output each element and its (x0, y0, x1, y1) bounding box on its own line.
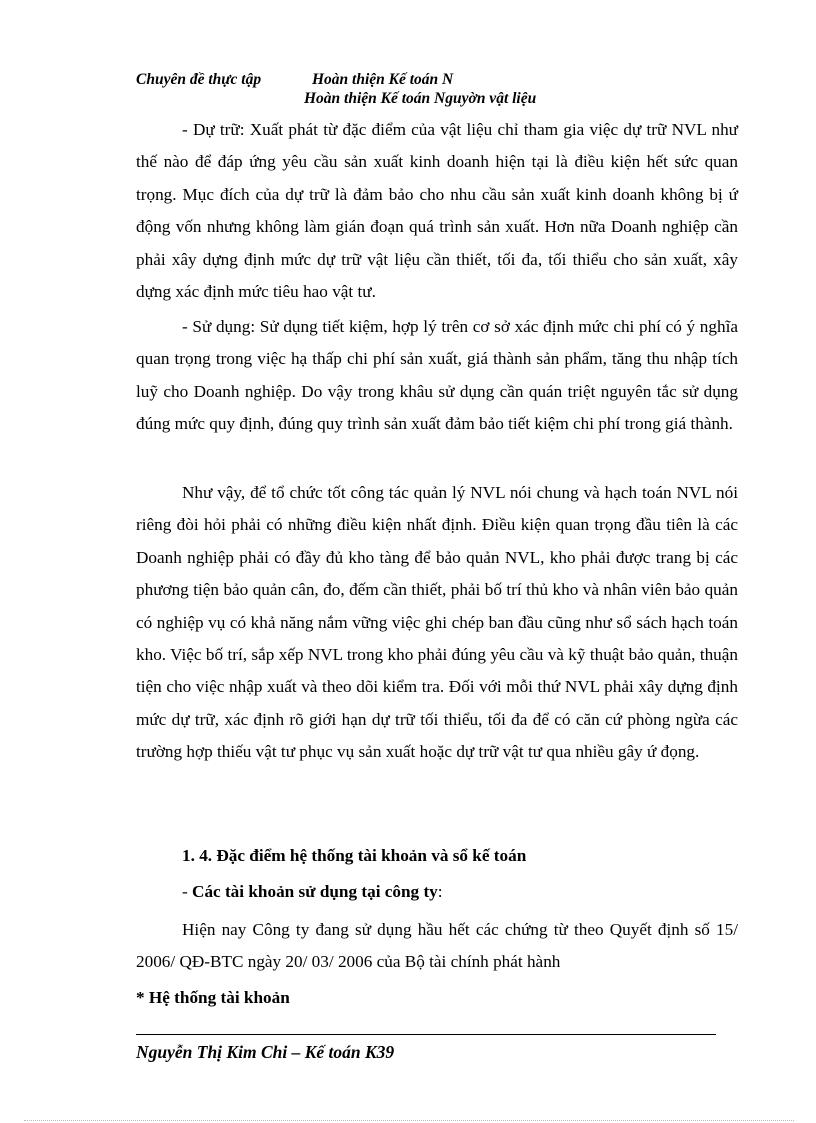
header-left: Chuyên đề thực tập (136, 71, 262, 88)
paragraph-reserve: - Dự trữ: Xuất phát từ đặc điểm của vật liệu chỉ tham gia việc dự trữ NVL như thế nào để đáp ứng yêu cầu sản xuất kinh doanh hiện tại là điều kiện hết sức quan trọng. Mục đích của dự trữ là đảm bảo cho nhu cầu sản xuất kinh doanh không bị ứ động vốn nhưng không làm gián đoạn quá trình sản xuất. Hơn nữa Doanh nghiệp cần phải xây dựng định mức dự trữ vật liệu cần thiết, tối đa, tối thiểu cho sản xuất, xây dựng xác định mức tiêu hao vật tư. (136, 120, 738, 302)
accounts-suffix: : (437, 882, 443, 901)
paragraph-management: Như vậy, để tổ chức tốt công tác quản lý NVL nói chung và hạch toán NVL nói riêng đòi hỏi phải có những điều kiện nhất định. Điều kiện quan trọng đầu tiên là các Doanh nghiệp phải có đầy đủ kho tàng để bảo quản NVL, kho phải được trang bị các phương tiện bảo quản cân, đo, đếm cần thiết, phải bố trí thủ kho và nhân viên bảo quản có nghiệp vụ có khả năng nắm vững việc ghi chép ban đầu cũng như sổ sách hạch toán kho. Việc bố trí, sắp xếp NVL trong kho phải đúng yêu cầu và kỹ thuật bảo quản, thuận tiện cho việc nhập xuất và theo dõi kiểm tra. Đối với mỗi thứ NVL phải xây dựng định mức dự trữ, xác định rõ giới hạn dự trữ tối thiểu, tối đa để có căn cứ phòng ngừa các trường hợp thiếu vật tư phục vụ sản xuất hoặc dự trữ vật tư qua nhiều gây ứ đọng. (136, 483, 738, 762)
header-title: Hoàn thiện Kế toán N (312, 71, 454, 88)
accounts-heading (182, 876, 443, 908)
paragraph-decision: Hiện nay Công ty đang sử dụng hầu hết các chứng từ theo Quyết định số 15/ 2006/ QĐ-BTC ngày 20/ 03/ 2006 của Bộ tài chính phát hành (136, 920, 738, 972)
system-heading: * Hệ thống tài khoản (136, 988, 290, 1007)
accounts-label: Các tài khoản sử dụng tại công ty (192, 882, 438, 901)
footer-rule (136, 1034, 716, 1035)
section-heading: 1. 4. Đặc điểm hệ thống tài khoản và sổ kế toán (182, 846, 527, 865)
paragraph-usage: - Sử dụng: Sử dụng tiết kiệm, hợp lý trên cơ sở xác định mức chi phí có ý nghĩa quan trọng trong việc hạ thấp chi phí sản xuất, giá thành sản phẩm, tăng thu nhập tích luỹ cho Doanh nghiệp. Do vậy trong khâu sử dụng cần quán triệt nguyên tắc sử dụng đúng mức quy định, đúng quy trình sản xuất đảm bảo tiết kiệm chi phí trong giá thành. (136, 317, 738, 434)
page-edge-divider (24, 1120, 794, 1121)
footer-author: Nguyễn Thị Kim Chi – Kế toán K39 (136, 1042, 395, 1062)
header-subtitle: Hoàn thiện Kế toán Nguyờn vật liệu (304, 90, 537, 107)
accounts-prefix: - (182, 882, 193, 901)
